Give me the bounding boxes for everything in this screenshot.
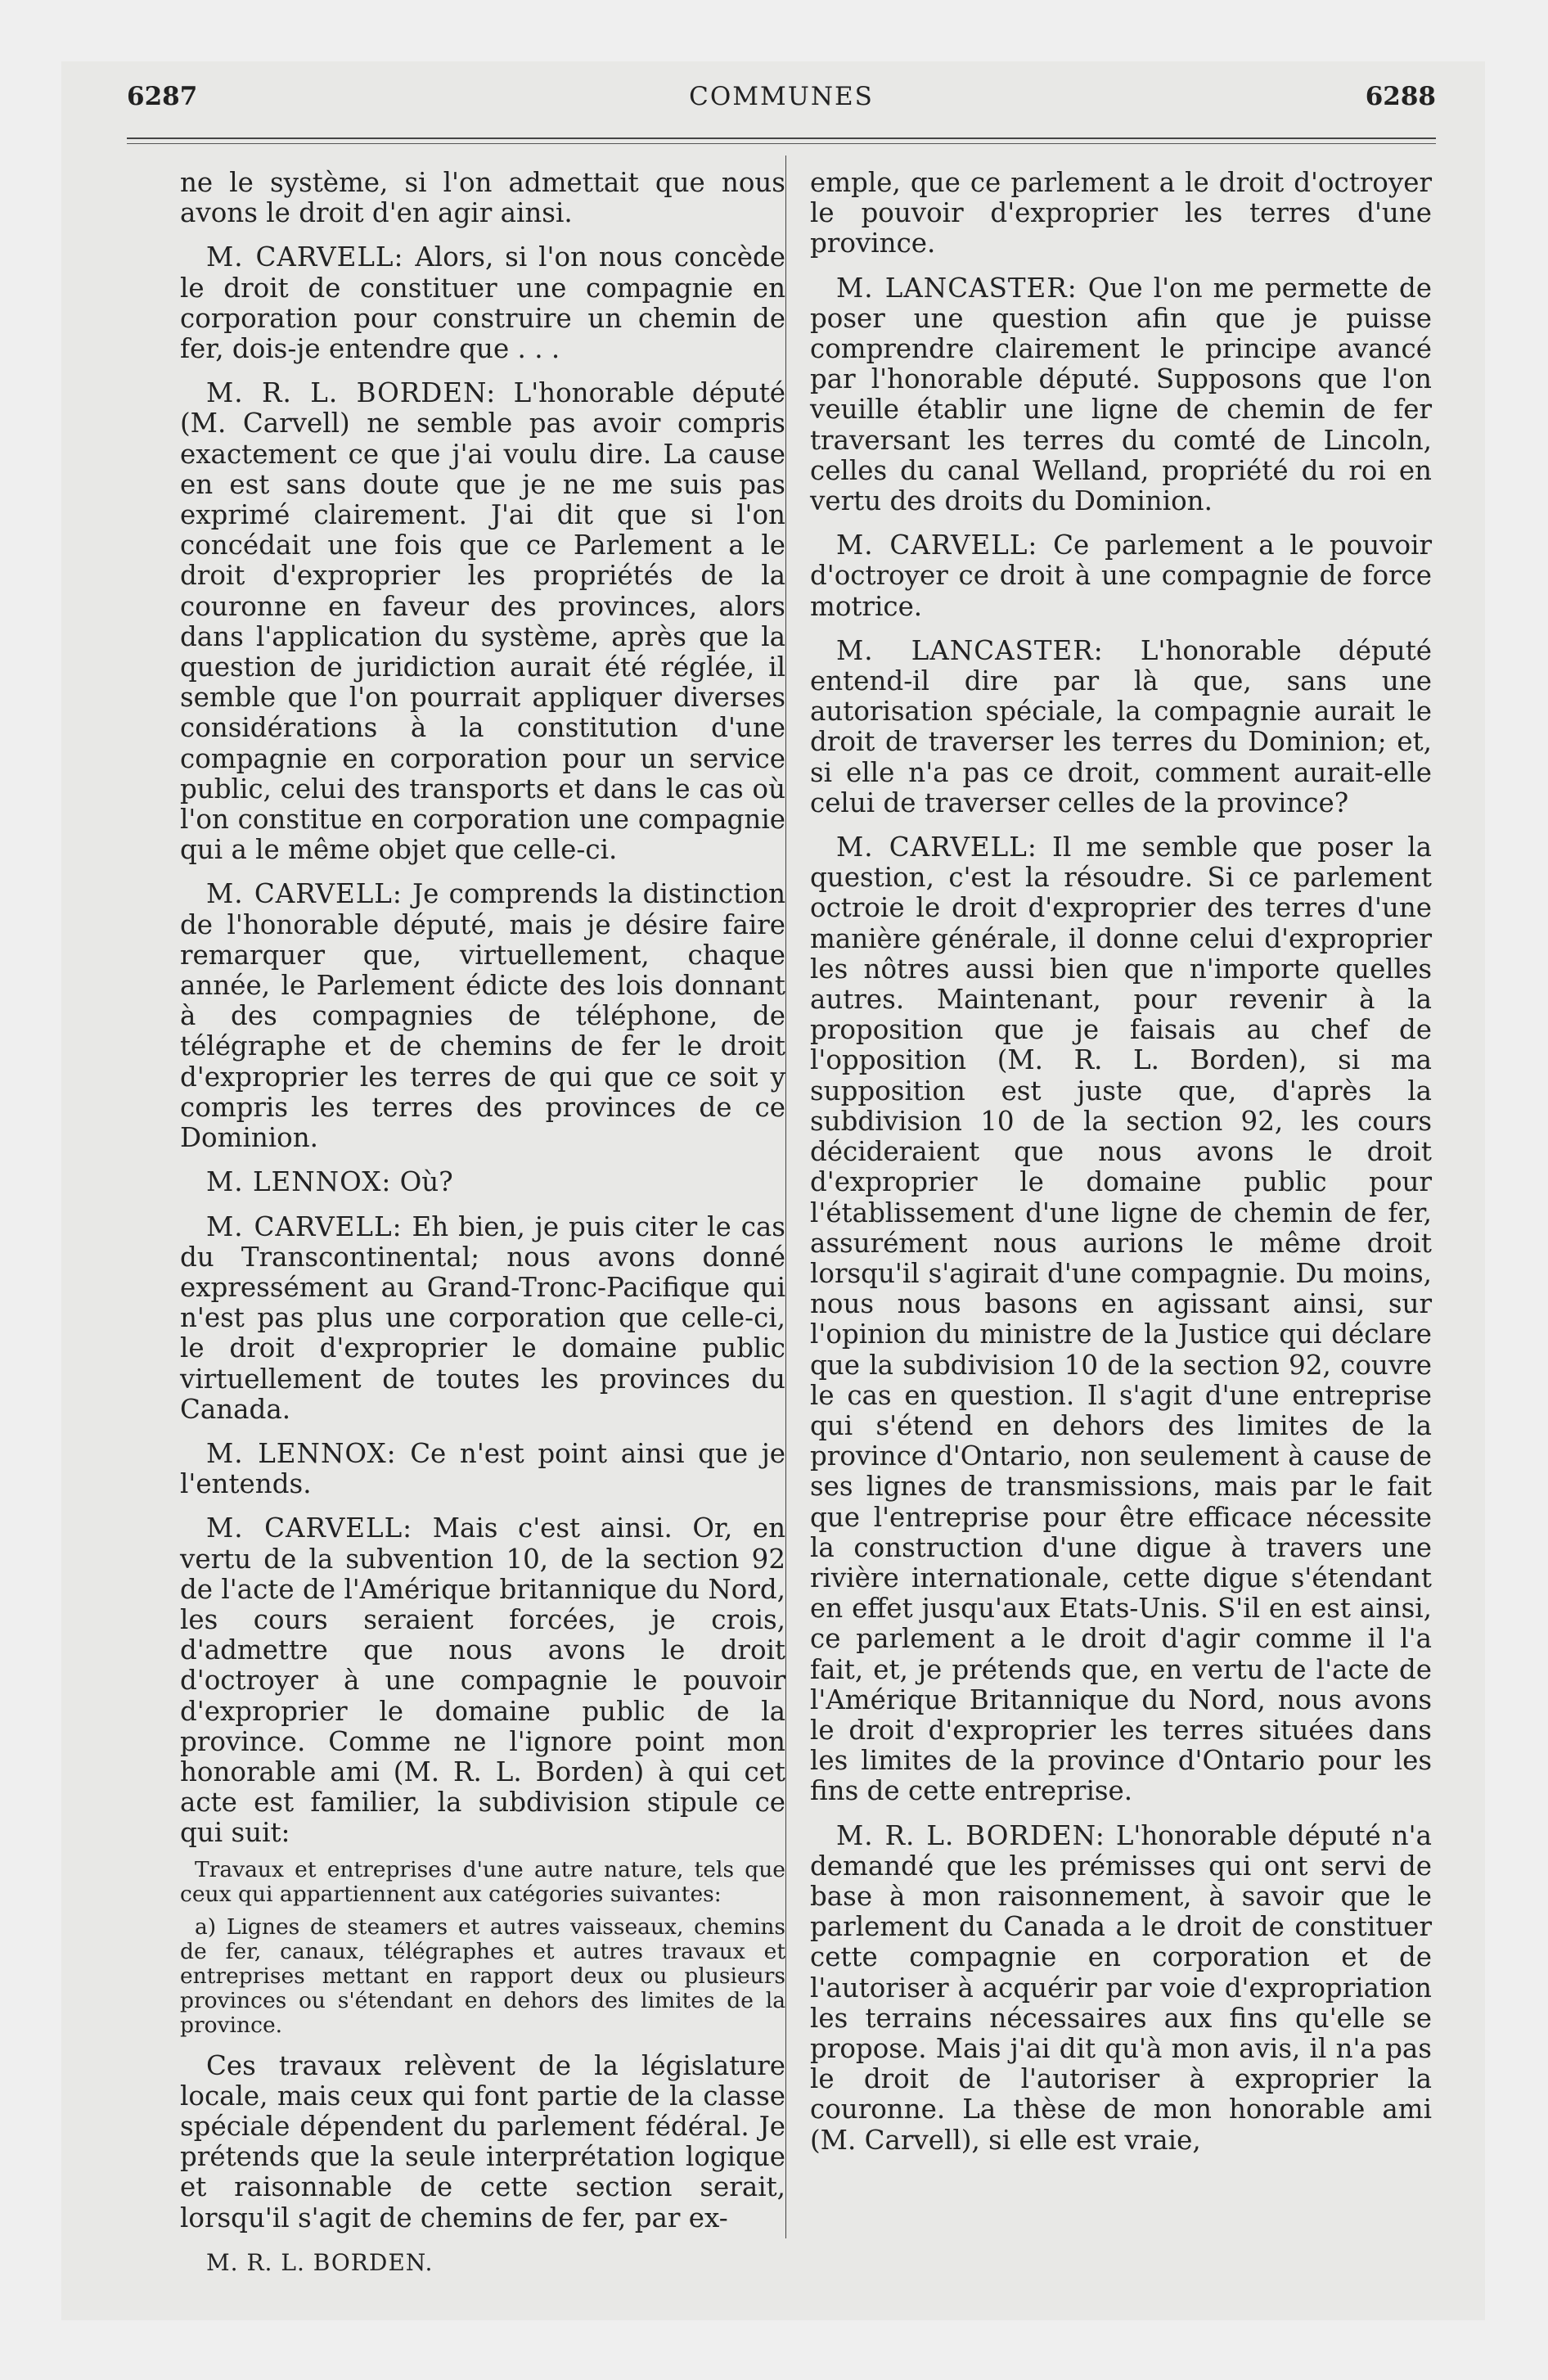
right-column bbox=[810, 168, 1432, 2170]
left-column bbox=[180, 168, 785, 2292]
speaker-name: M. CARVELL: bbox=[836, 832, 1037, 863]
speaker-name: M. CARVELL: bbox=[206, 1512, 413, 1544]
quoted-text: Travaux et entreprises d'une autre nature, tels que ceux qui appartiennent aux catégories suivantes: bbox=[180, 1856, 785, 1907]
page-number-left: 6287 bbox=[127, 82, 198, 111]
speech-paragraph bbox=[180, 378, 785, 865]
speech-paragraph bbox=[180, 1212, 785, 1425]
paragraph: emple, que ce parlement a le droit d'octroyer le pouvoir d'exproprier les terres d'une province. bbox=[810, 167, 1432, 259]
speech-text: Alors, si l'on nous concède le droit de constituer une compagnie en corporation pour construire un chemin de fer, dois-je entendre que . . . bbox=[180, 241, 785, 365]
header-rule-thick bbox=[127, 137, 1436, 139]
speaker-name: M. R. L. BORDEN. bbox=[206, 2248, 434, 2276]
speaker-name: M. CARVELL: bbox=[836, 530, 1038, 561]
speaker-name: M. LENNOX: bbox=[206, 1166, 392, 1198]
speech-text: Eh bien, je puis citer le cas du Transcontinental; nous avons donné expressément au Grand-Tronc-Pacifique qui n'est pas plus une corporation que celle-ci, le droit d'exproprier le domaine public virtuellement de toutes les provinces du Canada. bbox=[180, 1210, 785, 1425]
speech-text: L'honorable député (M. Carvell) ne semble pas avoir compris exactement ce que j'ai voulu dire. La cause en est sans doute que je ne me suis pas exprimé clairement. J'ai dit que si l'on concédait une fois que ce Parlement a le droit d'exproprier les propriétés de la couronne en faveur des provinces, alors dans l'application du système, après que la question de juridiction aurait été réglée, il semble que l'on pourrait appliquer diverses considérations à la constitution d'une compagnie en corporation pour un service public, celui des transports et dans le cas où l'on constitue en corporation une compagnie qui a le même objet que celle-ci. bbox=[180, 377, 785, 866]
speech-paragraph bbox=[180, 242, 785, 364]
speech-paragraph bbox=[810, 273, 1432, 517]
speech-paragraph bbox=[180, 1167, 785, 1197]
speech-paragraph bbox=[810, 530, 1432, 622]
speech-text: Mais c'est ainsi. Or, en vertu de la subvention 10, de la section 92 de l'acte de l'Amérique britannique du Nord, les cours seraient forcées, je crois, d'admettre que nous avons le droit d'octroyer à une compagnie le pouvoir d'exproprier le domaine public de la province. Comme ne l'ignore point mon honorable ami (M. R. L. Borden) à qui cet acte est familier, la subdivision stipule ce qui suit: bbox=[180, 1512, 785, 1849]
speech-text: L'honorable député n'a demandé que les prémisses qui ont servi de base à mon raisonnement, à savoir que le parlement du Canada a le droit de constituer cette compagnie en corporation et de l'autoriser à acquérir par voie d'expropriation les terrains nécessaires aux fins qu'elle se propose. Mais j'ai dit qu'à mon avis, il n'a pas le droit de l'autoriser à exproprier la couronne. La thèse de mon honorable ami (M. Carvell), si elle est vraie, bbox=[810, 1819, 1432, 2156]
paragraph: Ces travaux relèvent de la législature locale, mais ceux qui font partie de la classe spéciale dépendent du parlement fédéral. Je prétends que la seule interprétation logique et raisonnable de cette section serait, lorsqu'il s'agit de chemins de fer, par ex- bbox=[180, 2049, 785, 2234]
page-header bbox=[127, 82, 1436, 123]
speech-text: Où? bbox=[391, 1166, 453, 1198]
header-rule-thin bbox=[127, 143, 1436, 144]
speech-paragraph bbox=[180, 879, 785, 1153]
speech-paragraph bbox=[810, 636, 1432, 818]
speaker-name: M. LANCASTER: bbox=[836, 634, 1104, 666]
page-number-right: 6288 bbox=[1365, 82, 1436, 111]
column-divider bbox=[785, 156, 786, 2238]
speaker-name: M. R. L. BORDEN: bbox=[206, 377, 497, 409]
running-title: COMMUNES bbox=[689, 82, 874, 111]
speaker-name: M. CARVELL: bbox=[206, 241, 404, 273]
paragraph: ne le système, si l'on admettait que nous avons le droit d'en agir ainsi. bbox=[180, 167, 785, 229]
speaker-name: M. CARVELL: bbox=[206, 1210, 403, 1242]
speech-text: Que l'on me permette de poser une question afin que je puisse comprendre clairement le principe avancé par l'honorable député. Supposons que l'on veuille établir une ligne de chemin de fer traversant les terres du comté de Lincoln, celles du canal Welland, propriété du roi en vertu des droits du Dominion. bbox=[810, 272, 1432, 517]
speaker-name: M. CARVELL: bbox=[206, 878, 403, 910]
speech-text: L'honorable député entend-il dire par là que, sans une autorisation spéciale, la compagnie aurait le droit de traverser les terres du Dominion; et, si elle n'a pas ce droit, comment aurait-elle celui de traverser celles de la province? bbox=[810, 634, 1432, 818]
speech-paragraph bbox=[180, 1439, 785, 1499]
speaker-name: M. LENNOX: bbox=[206, 1437, 397, 1469]
quoted-text-item: a) Lignes de steamers et autres vaisseaux, chemins de fer, canaux, télégraphes et autres travaux et entreprises mettant en rapport deux ou plusieurs provinces ou s'étendant en dehors des limites de la province. bbox=[180, 1913, 785, 2038]
speech-text: Ce n'est point ainsi que je l'entends. bbox=[180, 1437, 786, 1500]
speech-text: Il me semble que poser la question, c'est la résoudre. Si ce parlement octroie le droit d'exproprier des terres d'une manière générale, il donne celui d'exproprier les nôtres aussi bien que n'importe quelles autres. Maintenant, pour revenir à la proposition que je faisais au chef de l'opposition (M. R. L. Borden), si ma supposition est juste que, d'après la subdivision 10 de la section 92, les cours décideraient que nous avons le droit d'exproprier le domaine public pour l'établissement d'une ligne de chemin de fer, assurément nous aurions le même droit lorsqu'il s'agirait d'une compagnie. Du moins, nous nous basons en agissant ainsi, sur l'opinion du ministre de la Justice qui déclare que la subdivision 10 de la section 92, couvre le cas en question. Il s'agit d'une entreprise qui s'étend en dehors des limites de la province d'Ontario, non seulement à cause de ses lignes de transmissions, mais par le fait que l'entreprise pour être efficace nécessite la construction d'une digue à travers une rivière internationale, cette digue s'étendant en effet jusqu'aux Etats-Unis. S'il en est ainsi, ce parlement a le droit d'agir comme il l'a fait, et, je prétends que, en vertu de l'acte de l'Amérique Britannique du Nord, nous avons le droit d'exproprier les terres situées dans les limites de la province d'Ontario pour les fins de cette entreprise. bbox=[810, 832, 1432, 1807]
speech-text: Ce parlement a le pouvoir d'octroyer ce droit à une compagnie de force motrice. bbox=[810, 530, 1432, 622]
speech-paragraph bbox=[810, 832, 1432, 1807]
speech-paragraph bbox=[180, 1513, 785, 1848]
speech-text: Je comprends la distinction de l'honorable député, mais je désire faire remarquer que, virtuellement, chaque année, le Parlement édicte des lois donnant à des compagnies de téléphone, de télégraphe et de chemins de fer le droit d'exproprier les terres de qui que ce soit y compris les terres des provinces de ce Dominion. bbox=[180, 878, 785, 1154]
speech-paragraph bbox=[810, 1821, 1432, 2156]
speaker-name: M. R. L. BORDEN: bbox=[836, 1819, 1105, 1851]
speaker-name: M. LANCASTER: bbox=[836, 272, 1078, 304]
